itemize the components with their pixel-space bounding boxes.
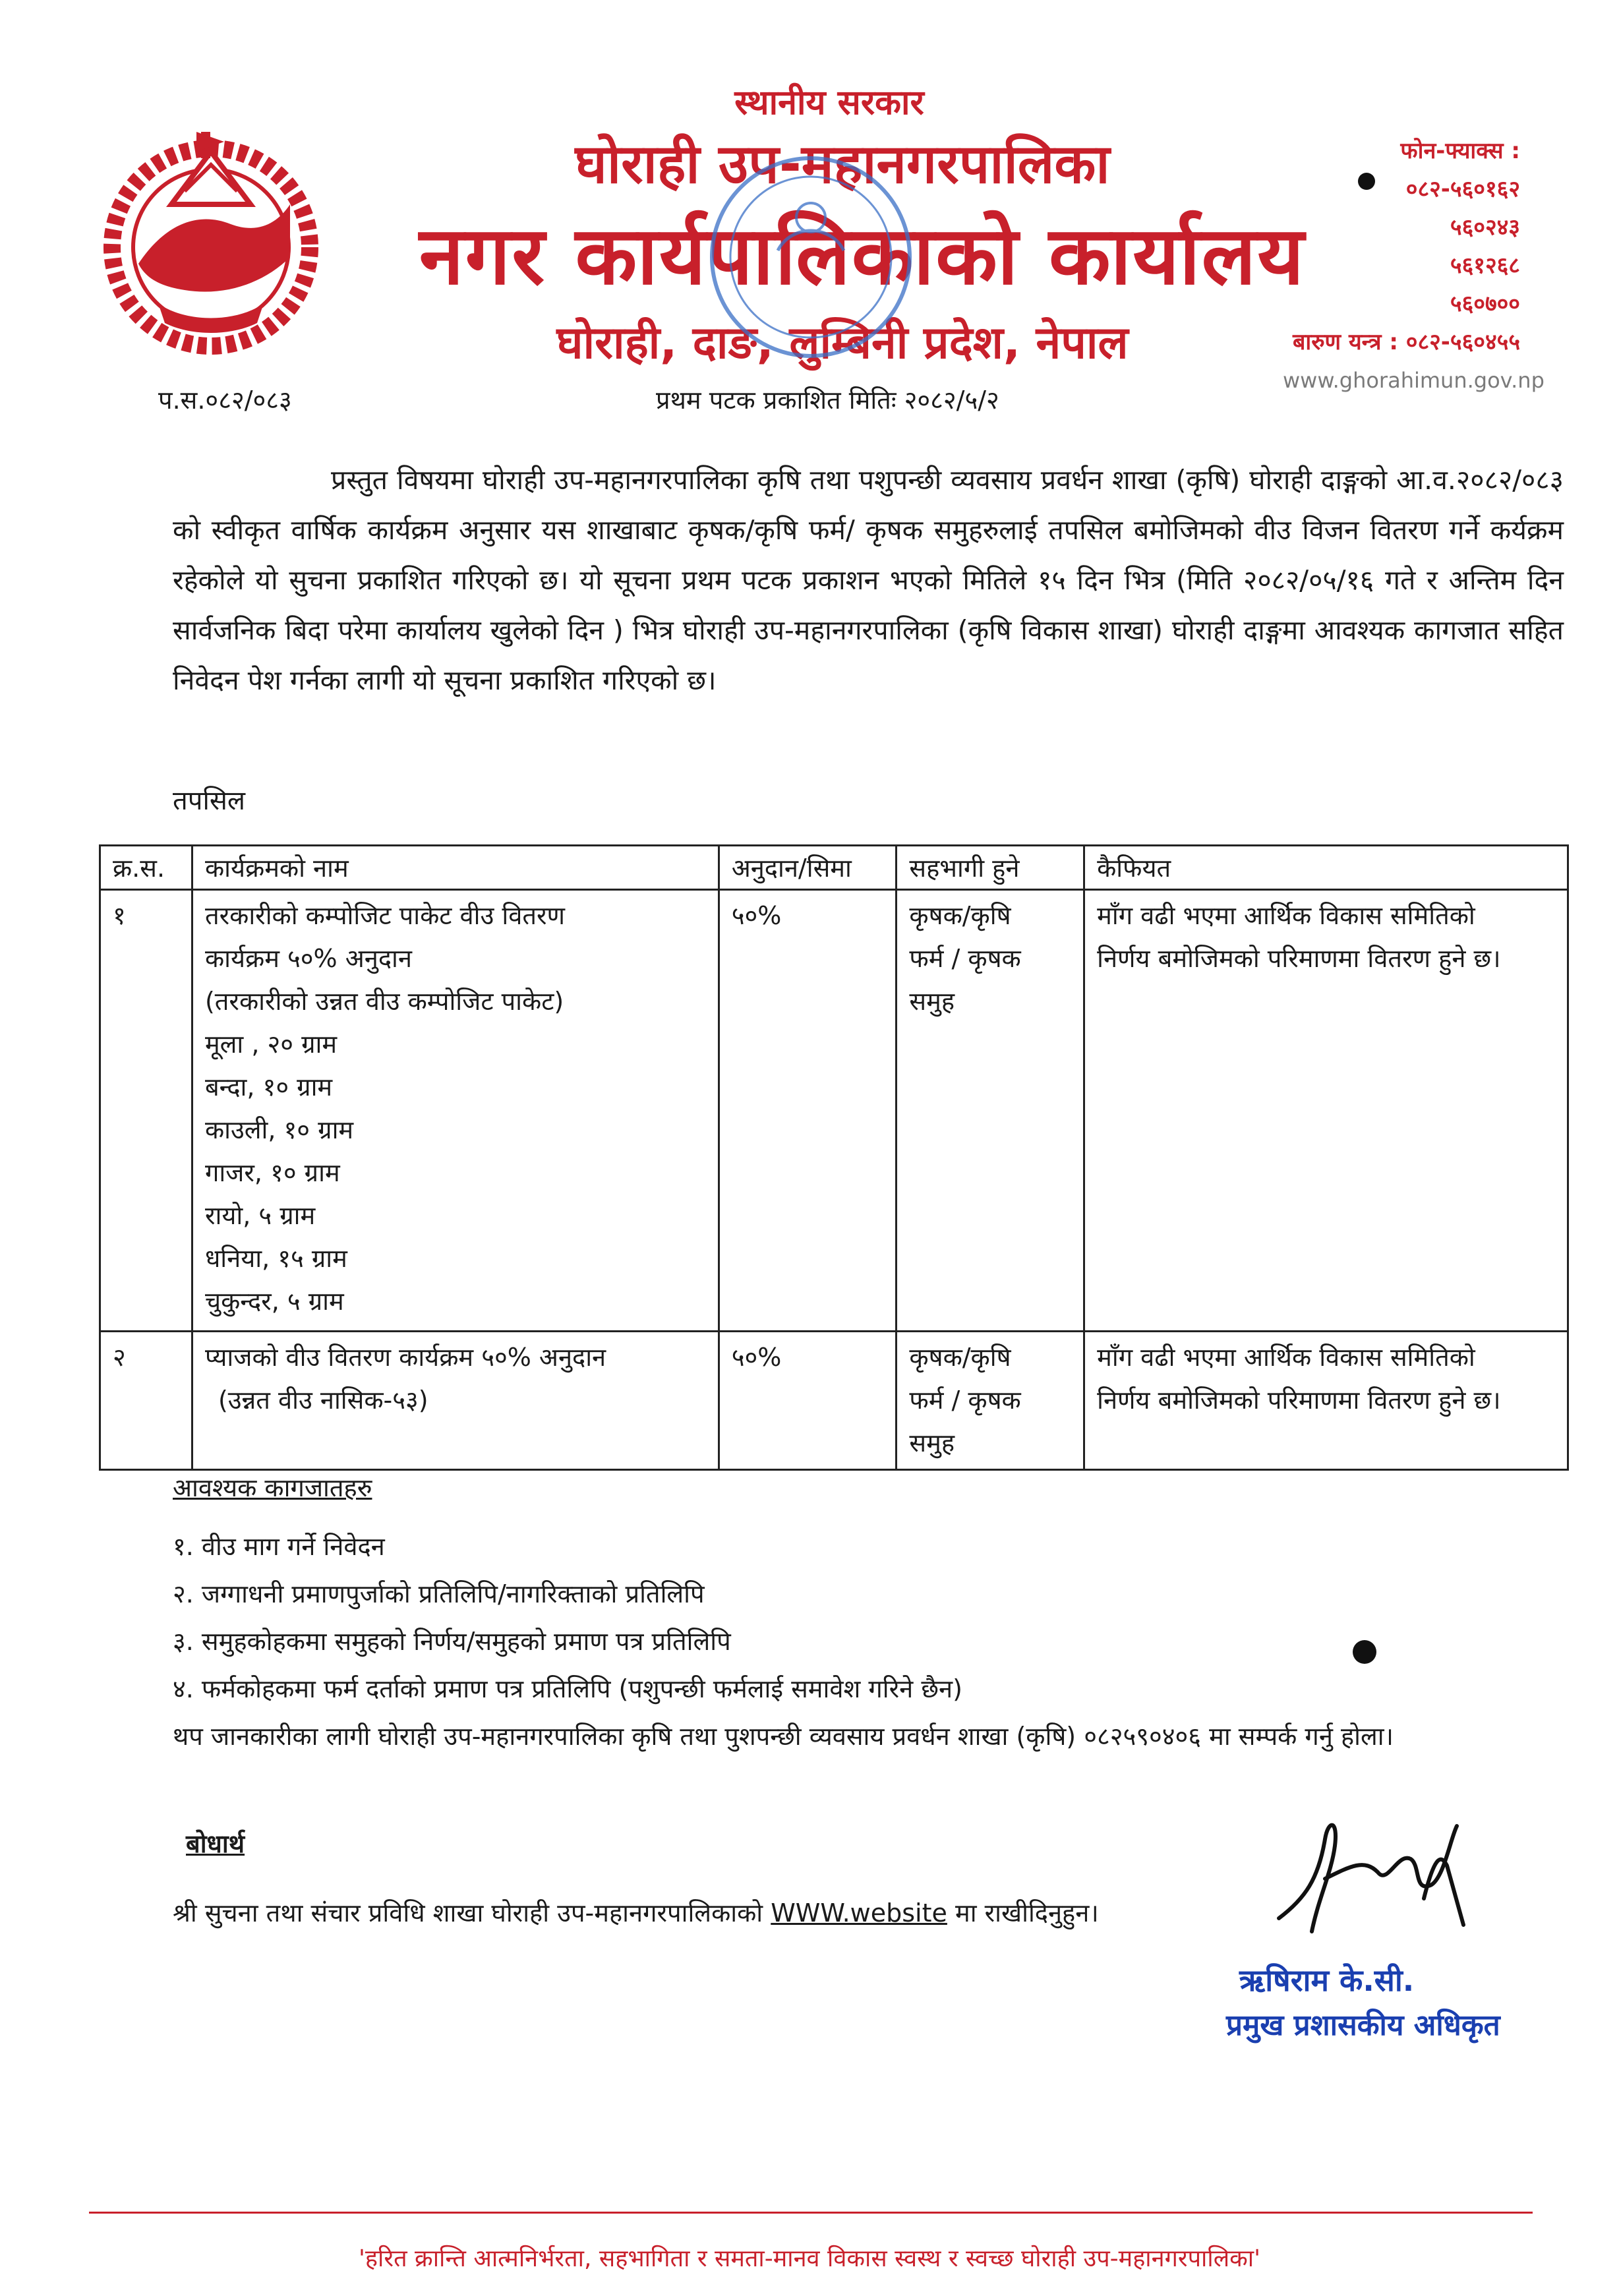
website-link[interactable]: WWW.website (771, 1899, 947, 1928)
remarks (1084, 890, 1568, 1332)
bodhartha-suffix: मा राखीदिनुहुन। (955, 1899, 1099, 1928)
remark-line: माँग वढी भएमा आर्थिक विकास समितिको (1097, 901, 1475, 930)
phone-number: ०८२-५६०१६२ (1405, 176, 1520, 202)
remarks (1084, 1332, 1568, 1470)
bodhartha-line (173, 1895, 1099, 1929)
participant-line: फर्म / कृषक (909, 1386, 1021, 1415)
remark-line: निर्णय बमोजिमको परिमाणमा वितरण हुने छ। (1097, 944, 1501, 973)
footer-divider (89, 2212, 1533, 2214)
table-row (100, 1332, 1568, 1470)
program-line: (तरकारीको उन्नत वीउ कम्पोजिट पाकेट) (204, 987, 564, 1016)
local-govt-label: स्थानीय सरकार (734, 83, 924, 123)
signatory-title: प्रमुख प्रशासकीय अधिकृत (1226, 2009, 1500, 2042)
participant-line: समुह (909, 987, 955, 1016)
participant-line: समुह (909, 1428, 955, 1457)
website-link[interactable]: www.ghorahimun.gov.np (1283, 368, 1545, 393)
table-header-row (100, 846, 1568, 890)
phone-number: ५६०२४३ (1450, 214, 1520, 241)
seed-item: चुकुन्दर, ५ ग्राम (204, 1287, 344, 1316)
municipality-name: घोराही उप-महानगरपालिका (575, 133, 1110, 196)
subsidy-value: ५०% (719, 1332, 897, 1470)
column-header: सहभागी हुने (897, 846, 1084, 890)
signatory-name: ऋषिराम के.सी. (1239, 1962, 1415, 1998)
serial-number: २ (100, 1332, 192, 1470)
document-item: ४. फर्मकोहकमा फर्म दर्ताको प्रमाण पत्र प्रतिलिपि (पशुपन्छी फर्मलाई समावेश गरिने छैन) (173, 1674, 962, 1703)
tapasil-label: तपसिल (173, 786, 246, 816)
footer-slogan: 'हरित क्रान्ति आत्मनिर्भरता, सहभागिता र समता-मानव विकास स्वस्थ र स्वच्छ घोराही उप-महानगरपालिका' (359, 2245, 1260, 2272)
participants (897, 890, 1084, 1332)
program-name (192, 890, 719, 1332)
documents-list (173, 1523, 962, 1713)
notice-paragraph: प्रस्तुत विषयमा घोराही उप-महानगरपालिका कृषि तथा पशुपन्छी व्यवसाय प्रवर्धन शाखा (कृषि) घोराही दाङ्गको आ.व.२०८२/०८३ को स्वीकृत वार्षिक कार्यक्रम अनुसार यस शाखाबाट कृषक/कृषि फर्म/ कृषक समुहरुलाई तपसिल बमोजिमको वीउ विजन वितरण गर्ने कर्यक्रम रहेकोले यो सुचना प्रकाशित गरिएको छ। यो सूचना प्रथम पटक प्रकाशन भएको मितिले १५ दिन भित्र (मिति २०८२/०५/१६ गते र अन्तिम दिन सार्वजनिक बिदा परेमा कार्यालय खुलेको दिन ) भित्र घोराही उप-महानगरपालिका (कृषि विकास शाखा) घोराही दाङ्गमा आवश्यक कागजात सहित निवेदन पेश गर्नका लागी यो सूचना प्रकाशित गरिएको छ। (173, 464, 1564, 696)
seed-item: गाजर, १० ग्राम (204, 1158, 340, 1187)
program-line: प्याजको वीउ वितरण कार्यक्रम ५०% अनुदान (204, 1343, 606, 1372)
program-name (192, 1332, 719, 1470)
column-header: अनुदान/सिमा (719, 846, 897, 890)
seed-item: काउली, १० ग्राम (204, 1115, 354, 1144)
more-info-text: थप जानकारीका लागी घोराही उप-महानगरपालिका कृषि तथा पुशपन्छी व्यवसाय प्रवर्धन शाखा (कृषि) ०८२५९०४०६ मा सम्पर्क गर्नु होला। (173, 1722, 1394, 1751)
ink-dot (1358, 173, 1375, 190)
participants (897, 1332, 1084, 1470)
document-item: ३. समुहकोहकमा समुहको निर्णय/समुहको प्रमाण पत्र प्रतिलिपि (173, 1627, 731, 1656)
notice-body (173, 455, 1564, 705)
document-item: २. जग्गाधनी प्रमाणपुर्जाको प्रतिलिपि/नागरिक्ताको प्रतिलिपि (173, 1579, 705, 1608)
subsidy-value: ५०% (719, 890, 897, 1332)
documents-heading: आवश्यक कागजातहरु (173, 1473, 372, 1502)
participant-line: फर्म / कृषक (909, 944, 1021, 973)
handwritten-signature (1266, 1800, 1477, 1951)
seed-item: बन्दा, १० ग्राम (204, 1073, 333, 1102)
contact-block (1283, 132, 1545, 399)
table-row (100, 890, 1568, 1332)
column-header: क्र.स. (100, 846, 192, 890)
program-line: कार्यक्रम ५०% अनुदान (204, 944, 412, 973)
participant-line: कृषक/कृषि (909, 901, 1011, 930)
document-item: १. वीउ माग गर्ने निवेदन (173, 1532, 385, 1561)
seed-item: रायो, ५ ग्राम (204, 1201, 316, 1230)
bodhartha-heading: बोधार्थ (186, 1829, 245, 1858)
fire-engine-number: बारुण यन्त्र : ०८२-५६०४५५ (1292, 329, 1520, 355)
phone-number: ५६१२६८ (1450, 252, 1520, 279)
published-date: प्रथम पटक प्रकाशित मितिः २०८२/५/२ (656, 386, 999, 415)
official-stamp (699, 145, 923, 369)
bodhartha-prefix: श्री सुचना तथा संचार प्रविधि शाखा घोराही उप-महानगरपालिकाको (173, 1899, 763, 1928)
participant-line: कृषक/कृषि (909, 1343, 1011, 1372)
serial-number: १ (100, 890, 192, 1332)
seed-distribution-table (99, 844, 1569, 1471)
office-address: घोराही, दाङ, लुम्बिनी प्रदेश, नेपाल (556, 317, 1129, 369)
seed-item: धनिया, १५ ग्राम (204, 1244, 347, 1273)
seed-item: मूला , २० ग्राम (204, 1030, 338, 1059)
ink-dot (1353, 1640, 1376, 1664)
office-name: नगर कार्यपालिकाको कार्यालय (419, 209, 1306, 303)
program-line: तरकारीको कम्पोजिट पाकेट वीउ वितरण (204, 901, 566, 930)
phone-label: फोन-फ्याक्स : (1400, 138, 1520, 164)
remark-line: निर्णय बमोजिमको परिमाणमा वितरण हुने छ। (1097, 1386, 1501, 1415)
phone-number: ५६०७०० (1450, 291, 1520, 317)
remark-line: माँग वढी भएमा आर्थिक विकास समितिको (1097, 1343, 1475, 1372)
column-header: कार्यक्रमको नाम (192, 846, 719, 890)
column-header: कैफियत (1084, 846, 1568, 890)
program-line: (उन्नत वीउ नासिक-५३) (218, 1386, 428, 1415)
reference-number: प.स.०८२/०८३ (158, 386, 292, 415)
